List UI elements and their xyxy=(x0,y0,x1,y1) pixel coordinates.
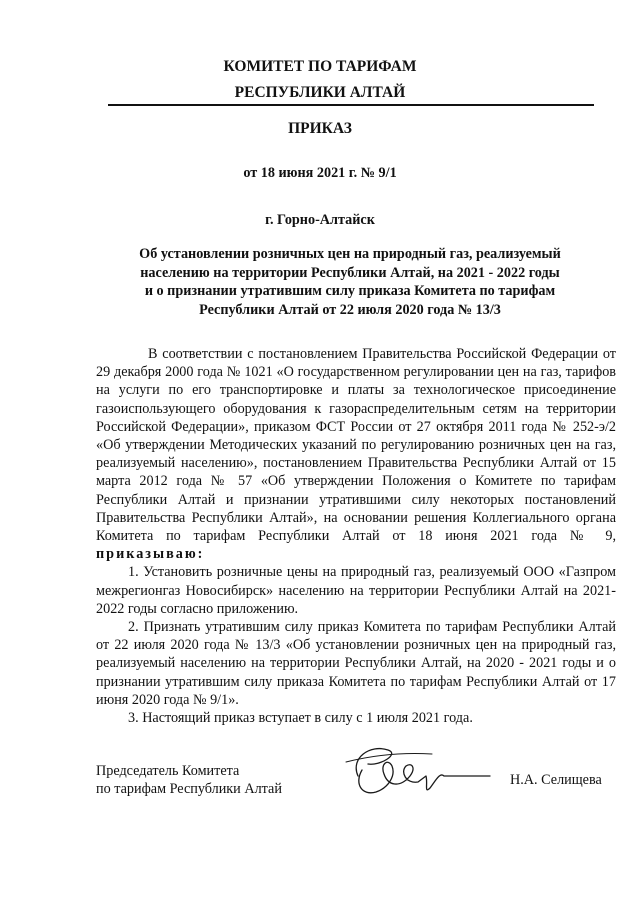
doc-city: г. Горно-Алтайск xyxy=(265,212,375,228)
order-word: приказываю: xyxy=(96,546,205,563)
doc-date-number: от 18 июня 2021 г. № 9/1 xyxy=(243,165,397,181)
header-rule xyxy=(108,104,594,106)
doc-title-line: населению на территории Республики Алтай, на 2021 - 2022 годы xyxy=(140,264,560,281)
order-item-1: 1. Установить розничные цены на природный газ, реализуемый ООО «Газпром межрегионгаз Новосибирск» населению на территории Республики Алтай на 2021-2022 годы согласно приложению. xyxy=(96,564,616,617)
signatory-name: Н.А. Селищева xyxy=(510,772,602,788)
order-item-3: 3. Настоящий приказ вступает в силу с 1 июля 2021 года. xyxy=(128,710,473,727)
doc-type: ПРИКАЗ xyxy=(288,120,352,137)
doc-body xyxy=(96,345,616,727)
doc-title xyxy=(100,245,600,319)
org-name-line2: РЕСПУБЛИКИ АЛТАЙ xyxy=(234,84,406,101)
org-name-line1: КОМИТЕТ ПО ТАРИФАМ xyxy=(223,58,417,75)
handwritten-signature xyxy=(340,736,500,806)
preamble-text: В соответствии с постановлением Правительства Российской Федерации от 29 декабря 2000 года № 1021 «О государственном регулировании цен на газ, тарифов на услуги по его транспортировке и платы за технологическое присоединение газоиспользующего оборудования к газораспределительным сетям на территории Российской Федерации», приказом ФСТ России от 27 октября 2011 года № 252-э/2 «Об утверждении Методических указаний по регулированию розничных цен на газ, реализуемый населению», постановлением Правительства Республики Алтай от 15 марта 2012 года № 57 «Об утверждении Положения о Комитете по тарифам Республики Алтай и признании утратившими силу некоторых постановлений Правительства Республики Алтай», на основании решения Коллегиального органа Комитета по тарифам Республики Алтай от 18 июня 2021 года № 9, xyxy=(96,346,616,545)
order-item-2: 2. Признать утратившим силу приказ Комитета по тарифам Республики Алтай от 22 июля 2020 года № 13/3 «Об установлении розничных цен на природный газ, реализуемый населению на территории Республики Алтай, на 2020 - 2021 годы и о признании утратившим силу приказа Комитета по тарифам Республики Алтай от 17 июня 2020 года № 9/1». xyxy=(96,619,616,708)
signatory-position-line2: по тарифам Республики Алтай xyxy=(96,781,282,797)
doc-title-line: Республики Алтай от 22 июля 2020 года № 13/3 xyxy=(199,301,501,318)
signatory-position xyxy=(96,762,282,798)
doc-title-line: Об установлении розничных цен на природный газ, реализуемый xyxy=(139,246,561,262)
signatory-position-line1: Председатель Комитета xyxy=(96,763,240,779)
doc-title-line: и о признании утратившим силу приказа Комитета по тарифам xyxy=(144,283,556,299)
preamble-paragraph xyxy=(96,345,616,563)
